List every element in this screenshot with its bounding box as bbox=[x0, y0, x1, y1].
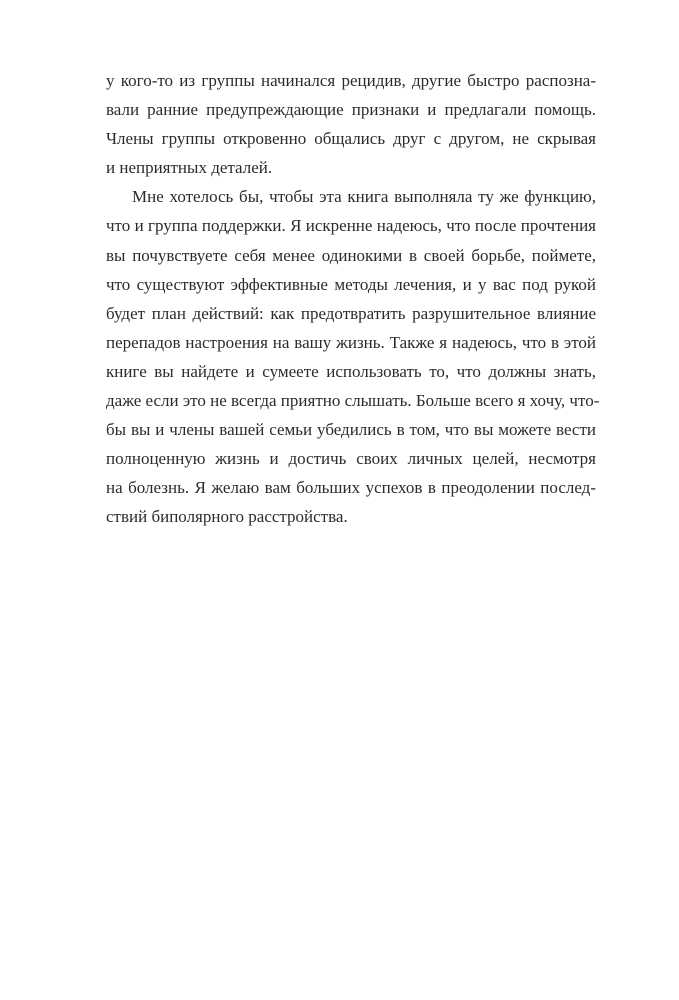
text-line: что существуют эффективные методы лечения, и у вас под рукой bbox=[106, 274, 596, 294]
text-line: на болезнь. Я желаю вам больших успехов в преодолении послед- bbox=[106, 478, 596, 498]
text-line: вали ранние предупреждающие признаки и предлагали помощь. bbox=[106, 100, 596, 120]
text-line: вы почувствуете себя менее одинокими в своей борьбе, поймете, bbox=[106, 245, 596, 265]
text-line: ствий биполярного расстройства. bbox=[106, 507, 348, 527]
text-line: что и группа поддержки. Я искренне надеюсь, что после прочтения bbox=[106, 216, 596, 236]
text-line: у кого-то из группы начинался рецидив, другие быстро распозна- bbox=[106, 71, 596, 90]
text-line: и неприятных деталей. bbox=[106, 158, 273, 178]
text-line: бы вы и члены вашей семьи убедились в том, что вы можете вести bbox=[106, 420, 596, 440]
text-line: полноценную жизнь и достичь своих личных целей, несмотря bbox=[106, 449, 596, 469]
text-line: даже если это не всегда приятно слышать. Больше всего я хочу, что- bbox=[106, 391, 600, 411]
body-text bbox=[106, 66, 600, 532]
paragraph-2 bbox=[106, 182, 600, 531]
text-line: перепадов настроения на вашу жизнь. Также я надеюсь, что в этой bbox=[106, 332, 596, 352]
text-line: будет план действий: как предотвратить разрушительное влияние bbox=[106, 303, 596, 323]
text-line: Мне хотелось бы, чтобы эта книга выполняла ту же функцию, bbox=[132, 187, 596, 207]
text-line: Члены группы откровенно общались друг с другом, не скрывая bbox=[106, 129, 596, 149]
paragraph-1 bbox=[106, 66, 596, 182]
text-line: книге вы найдете и сумеете использовать то, что должны знать, bbox=[106, 361, 596, 381]
